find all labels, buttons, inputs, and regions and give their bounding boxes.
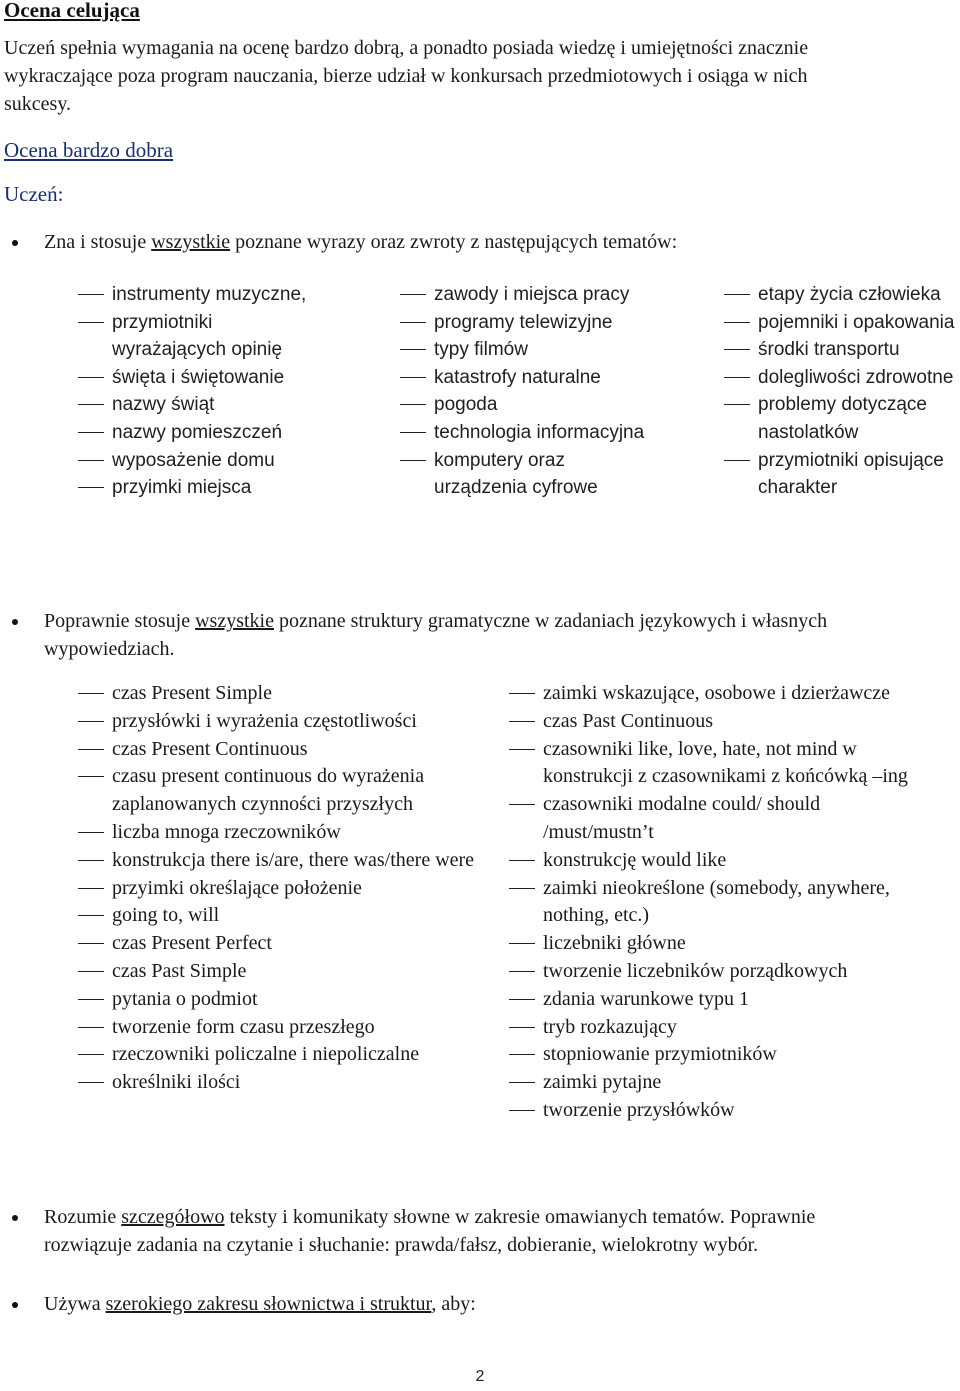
list-item-text: typy filmów bbox=[434, 339, 528, 361]
bullet-text-part: Rozumie bbox=[44, 1206, 122, 1228]
list-item-text: święta i świętowanie bbox=[112, 366, 285, 388]
list-item-text: liczba mnoga rzeczowników bbox=[112, 820, 341, 843]
paragraph-ocena-celujaca bbox=[4, 34, 808, 118]
underlined-word: wszystkie bbox=[195, 610, 274, 632]
list-item bbox=[78, 1069, 478, 1097]
dash-bullet bbox=[724, 460, 750, 461]
list-item-text: czas Present Perfect bbox=[112, 932, 272, 955]
list-item bbox=[78, 847, 478, 875]
student-label: Uczeń: bbox=[4, 182, 64, 206]
list-item bbox=[509, 791, 909, 847]
list-item bbox=[509, 1097, 909, 1125]
list-item-text: komputery oraz urządzenia cyfrowe bbox=[434, 449, 598, 499]
list-item-text: zawody i miejsca pracy bbox=[434, 284, 630, 305]
list-item-text: pojemniki i opakowania bbox=[758, 311, 955, 333]
dash-bullet bbox=[509, 1110, 535, 1111]
topics-column-3 bbox=[724, 281, 960, 502]
list-item-text: tworzenie form czasu przeszłego bbox=[112, 1015, 375, 1038]
dash-bullet bbox=[78, 971, 104, 972]
list-item-text: zaimki pytajne bbox=[543, 1071, 662, 1094]
dash-bullet bbox=[78, 1054, 104, 1055]
dash-bullet bbox=[78, 749, 104, 750]
list-item bbox=[509, 930, 909, 958]
dash-bullet bbox=[78, 1082, 104, 1083]
topics-column-2 bbox=[400, 281, 660, 502]
list-item bbox=[509, 680, 909, 708]
list-item bbox=[78, 930, 478, 958]
dash-bullet bbox=[724, 322, 750, 323]
dash-bullet bbox=[78, 294, 104, 295]
dash-bullet bbox=[78, 432, 104, 433]
list-item bbox=[400, 447, 660, 502]
bullet-text bbox=[44, 228, 950, 256]
list-item bbox=[400, 281, 660, 309]
dash-bullet bbox=[78, 377, 104, 378]
list-item bbox=[724, 391, 960, 446]
dash-bullet bbox=[78, 943, 104, 944]
page-number: 2 bbox=[475, 1368, 485, 1385]
dash-bullet bbox=[509, 888, 535, 889]
list-item bbox=[509, 708, 909, 736]
dash-bullet bbox=[400, 322, 426, 323]
list-item-text: problemy dotyczące nastolatków bbox=[758, 394, 927, 443]
list-item bbox=[724, 281, 960, 309]
list-item bbox=[78, 364, 318, 392]
list-item-text: stopniowanie przymiotników bbox=[543, 1043, 777, 1066]
dash-bullet bbox=[78, 322, 104, 323]
list-item-text: going to, will bbox=[112, 904, 220, 927]
dash-bullet bbox=[509, 971, 535, 972]
dash-bullet bbox=[509, 721, 535, 722]
list-item bbox=[78, 447, 318, 475]
list-item bbox=[78, 309, 318, 364]
dash-bullet bbox=[78, 915, 104, 916]
dash-bullet bbox=[78, 460, 104, 461]
bullet-dot bbox=[12, 1302, 18, 1308]
list-item bbox=[724, 364, 960, 392]
grammar-column-2 bbox=[509, 680, 909, 1125]
bullet-text bbox=[44, 607, 950, 663]
list-item-text: wyposażenie domu bbox=[112, 449, 275, 471]
list-item-text: pytania o podmiot bbox=[112, 987, 258, 1010]
list-item-text: katastrofy naturalne bbox=[434, 366, 601, 388]
list-item-text: etapy życia człowieka bbox=[758, 284, 941, 305]
list-item bbox=[78, 419, 318, 447]
list-item bbox=[509, 875, 909, 931]
bullet-text-part: wypowiedziach. bbox=[44, 638, 175, 660]
bullet-text-part: teksty i komunikaty słowne w zakresie omawianych tematów. Poprawnie bbox=[224, 1206, 816, 1228]
list-item-text: czasowniki like, love, hate, not mind w konstrukcji z czasownikami z końcówką –ing bbox=[543, 737, 908, 788]
list-item bbox=[78, 819, 478, 847]
dash-bullet bbox=[509, 1027, 535, 1028]
dash-bullet bbox=[400, 377, 426, 378]
dash-bullet bbox=[509, 860, 535, 861]
paragraph-line: sukcesy. bbox=[4, 93, 72, 115]
dash-bullet bbox=[78, 999, 104, 1000]
list-item-text: nazwy świąt bbox=[112, 394, 215, 416]
list-item-text: technologia informacyjna bbox=[434, 421, 645, 443]
bullet-dot bbox=[12, 1215, 18, 1221]
list-item bbox=[400, 364, 660, 392]
list-item-text: nazwy pomieszczeń bbox=[112, 421, 283, 443]
list-item bbox=[509, 847, 909, 875]
dash-bullet bbox=[78, 776, 104, 777]
underlined-phrase: szerokiego zakresu słownictwa i struktur bbox=[105, 1293, 432, 1315]
list-item bbox=[509, 736, 909, 792]
dash-bullet bbox=[509, 1054, 535, 1055]
list-item bbox=[509, 986, 909, 1014]
bullet-text-part: poznane wyrazy oraz zwroty z następujących tematów: bbox=[230, 231, 678, 253]
heading-ocena-bardzo-dobra: Ocena bardzo dobra bbox=[4, 138, 174, 162]
list-item bbox=[78, 902, 478, 930]
dash-bullet bbox=[509, 943, 535, 944]
list-item-text: czas Present Simple bbox=[112, 682, 272, 704]
dash-bullet bbox=[78, 832, 104, 833]
list-item bbox=[724, 447, 960, 502]
dash-bullet bbox=[78, 860, 104, 861]
list-item-text: konstrukcję would like bbox=[543, 848, 727, 871]
dash-bullet bbox=[724, 377, 750, 378]
dash-bullet bbox=[78, 1027, 104, 1028]
paragraph-line: wykraczające poza program nauczania, bierze udział w konkursach przedmiotowych i osiąga w nich bbox=[4, 65, 808, 87]
bullet-text-part: Zna i stosuje bbox=[44, 231, 152, 253]
list-item-text: zaimki wskazujące, osobowe i dzierżawcze bbox=[543, 682, 891, 704]
bullet-dot bbox=[12, 240, 18, 246]
dash-bullet bbox=[400, 294, 426, 295]
list-item-text: przysłówki i wyrażenia częstotliwości bbox=[112, 709, 417, 732]
list-item-text: konstrukcja there is/are, there was/there were bbox=[112, 848, 475, 871]
list-item-text: tworzenie liczebników porządkowych bbox=[543, 959, 848, 982]
list-item bbox=[78, 736, 478, 764]
list-item-text: pogoda bbox=[434, 394, 498, 416]
dash-bullet bbox=[78, 888, 104, 889]
bullet-text-part: poznane struktury gramatyczne w zadaniach językowych i własnych bbox=[273, 610, 828, 632]
list-item-text: czasowniki modalne could/ should /must/mustn’t bbox=[543, 793, 821, 843]
dash-bullet bbox=[724, 349, 750, 350]
list-item-text: programy telewizyjne bbox=[434, 311, 613, 333]
dash-bullet bbox=[78, 487, 104, 488]
list-item-text: liczebniki główne bbox=[543, 932, 686, 955]
list-item bbox=[78, 474, 318, 502]
list-item bbox=[509, 958, 909, 986]
list-item-text: dolegliwości zdrowotne bbox=[758, 366, 954, 388]
list-item bbox=[400, 419, 660, 447]
list-item-text: przyimki określające położenie bbox=[112, 876, 362, 899]
dash-bullet bbox=[509, 999, 535, 1000]
list-item bbox=[724, 309, 960, 337]
dash-bullet bbox=[78, 721, 104, 722]
bullet-text-part: Używa bbox=[44, 1293, 106, 1315]
topics-column-1 bbox=[78, 281, 318, 502]
paragraph-line: Uczeń spełnia wymagania na ocenę bardzo dobrą, a ponadto posiada wiedzę i umiejętności znacznie bbox=[4, 37, 809, 59]
list-item bbox=[724, 336, 960, 364]
list-item bbox=[78, 986, 478, 1014]
list-item-text: czas Present Continuous bbox=[112, 737, 308, 760]
list-item bbox=[78, 680, 478, 708]
list-item-text: tworzenie przysłówków bbox=[543, 1098, 735, 1121]
list-item bbox=[509, 1041, 909, 1069]
list-item-text: przymiotniki wyrażających opinię bbox=[112, 311, 283, 361]
list-item bbox=[400, 336, 660, 364]
dash-bullet bbox=[400, 349, 426, 350]
dash-bullet bbox=[400, 460, 426, 461]
list-item-text: czasu present continuous do wyrażenia zaplanowanych czynności przyszłych bbox=[112, 765, 425, 816]
list-item-text: rzeczowniki policzalne i niepoliczalne bbox=[112, 1043, 420, 1066]
list-item bbox=[78, 1041, 478, 1069]
underlined-word: wszystkie bbox=[151, 231, 231, 253]
underlined-word: szczegółowo bbox=[121, 1206, 225, 1228]
bullet-text-part: rozwiązuje zadania na czytanie i słuchanie: prawda/fałsz, dobieranie, wielokrotny wybór. bbox=[44, 1234, 759, 1256]
dash-bullet bbox=[509, 1082, 535, 1083]
list-item-text: czas Past Simple bbox=[112, 959, 247, 982]
bullet-text bbox=[44, 1203, 950, 1259]
list-item bbox=[78, 1014, 478, 1042]
list-item bbox=[78, 281, 318, 309]
list-item-text: zdania warunkowe typu 1 bbox=[543, 987, 750, 1010]
dash-bullet bbox=[400, 432, 426, 433]
list-item-text: instrumenty muzyczne, bbox=[112, 284, 307, 305]
list-item-text: przyimki miejsca bbox=[112, 477, 252, 499]
dash-bullet bbox=[509, 804, 535, 805]
dash-bullet bbox=[509, 749, 535, 750]
list-item bbox=[509, 1069, 909, 1097]
dash-bullet bbox=[400, 404, 426, 405]
list-item bbox=[400, 309, 660, 337]
dash-bullet bbox=[509, 693, 535, 694]
list-item-text: środki transportu bbox=[758, 339, 900, 361]
dash-bullet bbox=[78, 693, 104, 694]
dash-bullet bbox=[724, 294, 750, 295]
grammar-column-1 bbox=[78, 680, 478, 1097]
bullet-text-part: , aby: bbox=[431, 1293, 476, 1315]
bullet-text-part: Poprawnie stosuje bbox=[44, 610, 196, 632]
heading-ocena-celujaca: Ocena celująca bbox=[4, 0, 140, 22]
list-item bbox=[78, 708, 478, 736]
bullet-text bbox=[44, 1290, 950, 1318]
dash-bullet bbox=[78, 404, 104, 405]
list-item-text: tryb rozkazujący bbox=[543, 1015, 677, 1038]
list-item-text: przymiotniki opisujące charakter bbox=[758, 449, 944, 499]
list-item-text: zaimki nieokreślone (somebody, anywhere, nothing, etc.) bbox=[543, 876, 890, 927]
list-item-text: czas Past Continuous bbox=[543, 709, 713, 732]
list-item bbox=[78, 391, 318, 419]
list-item bbox=[78, 875, 478, 903]
list-item bbox=[400, 391, 660, 419]
bullet-dot bbox=[12, 619, 18, 625]
list-item bbox=[78, 763, 478, 819]
list-item-text: określniki ilości bbox=[112, 1071, 241, 1094]
dash-bullet bbox=[724, 404, 750, 405]
list-item bbox=[78, 958, 478, 986]
list-item bbox=[509, 1014, 909, 1042]
